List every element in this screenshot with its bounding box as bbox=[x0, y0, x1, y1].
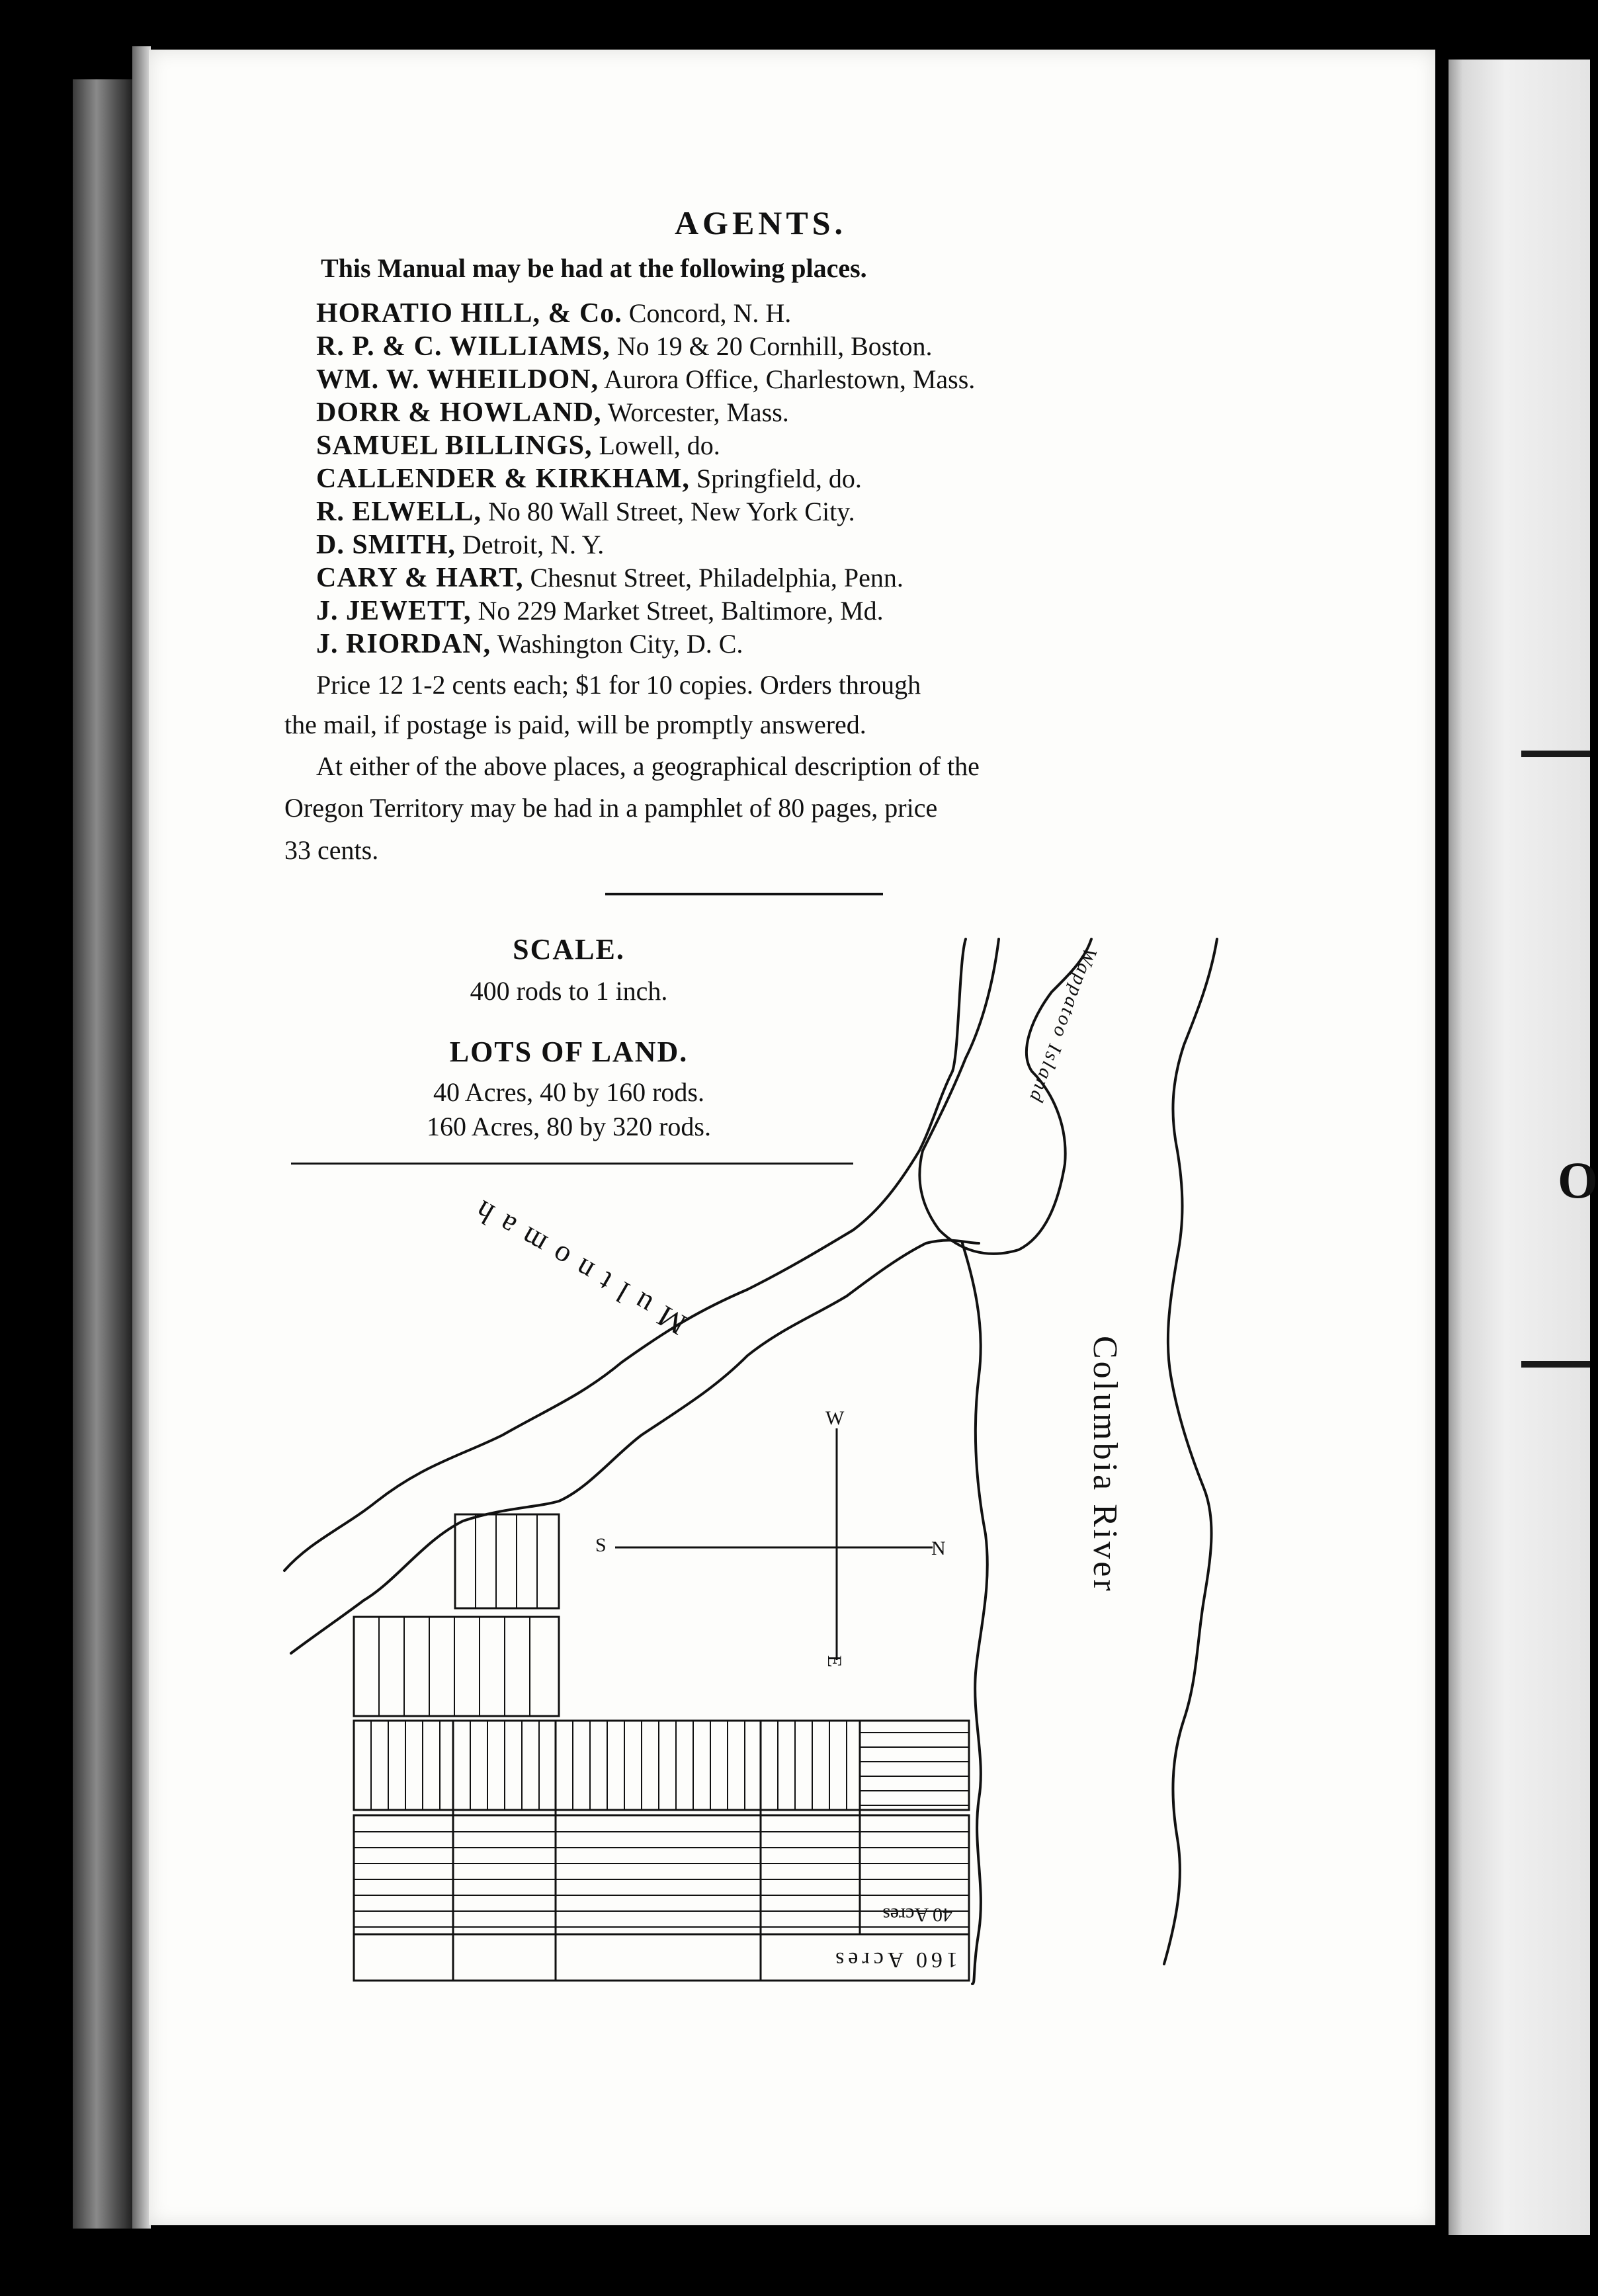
compass-rose bbox=[615, 1428, 933, 1660]
agent-name: DORR & HOWLAND, bbox=[316, 397, 602, 428]
compass-south-label: S bbox=[595, 1534, 607, 1556]
agent-name: J. RIORDAN, bbox=[316, 629, 491, 659]
scale-title: SCALE. bbox=[513, 933, 625, 965]
agent-name: R. ELWELL, bbox=[316, 497, 482, 527]
lot-strips-horizontal bbox=[354, 1733, 969, 1927]
agent-name: HORATIO HILL, & Co. bbox=[316, 298, 622, 329]
agent-place: Chesnut Street, Philadelphia, Penn. bbox=[530, 563, 904, 593]
price-line: Price 12 1-2 cents each; $1 for 10 copies. Orders through bbox=[316, 670, 921, 700]
lots-title: LOTS OF LAND. bbox=[449, 1036, 689, 1068]
agent-place: Concord, N. H. bbox=[628, 298, 792, 328]
columbia-east-bank bbox=[1164, 939, 1217, 1964]
oregon-line: 33 cents. bbox=[284, 835, 379, 865]
agent-name: SAMUEL BILLINGS, bbox=[316, 430, 593, 461]
agent-name: CARY & HART, bbox=[316, 563, 524, 593]
compass-west-label: W bbox=[825, 1407, 845, 1429]
price-line: the mail, if postage is paid, will be promptly answered. bbox=[284, 710, 866, 739]
agent-name: CALLENDER & KIRKHAM, bbox=[316, 464, 690, 494]
agent-place: Lowell, do. bbox=[599, 430, 720, 460]
multnomah-river-label: Multnomah bbox=[459, 1188, 692, 1342]
agent-place: Aurora Office, Charlestown, Mass. bbox=[603, 364, 976, 394]
agent-name: D. SMITH, bbox=[316, 530, 456, 560]
agent-place: Springfield, do. bbox=[696, 464, 862, 493]
agent-place: Detroit, N. Y. bbox=[462, 530, 605, 559]
oregon-line: At either of the above places, a geographical description of the bbox=[316, 751, 980, 781]
wappatoo-island-label: Wappatoo Island bbox=[1025, 944, 1101, 1107]
agent-place: Washington City, D. C. bbox=[497, 629, 743, 659]
lot-label-160-acres: 160 Acres bbox=[831, 1948, 958, 1972]
lot-strips-vertical bbox=[371, 1514, 847, 1810]
agents-heading: AGENTS. bbox=[674, 204, 847, 241]
agent-name: WM. W. WHEILDON, bbox=[316, 364, 599, 395]
agent-place: Worcester, Mass. bbox=[607, 397, 789, 427]
agents-intro: This Manual may be had at the following places. bbox=[321, 253, 867, 283]
lots-line: 40 Acres, 40 by 160 rods. bbox=[433, 1077, 704, 1107]
compass-north-label: N bbox=[931, 1538, 946, 1559]
agent-name: J. JEWETT, bbox=[316, 596, 472, 626]
lot-label-40-acres: 40 Acres bbox=[882, 1904, 952, 1926]
scale-value: 400 rods to 1 inch. bbox=[470, 976, 668, 1006]
lots-line: 160 Acres, 80 by 320 rods. bbox=[427, 1112, 711, 1141]
agent-place: No 229 Market Street, Baltimore, Md. bbox=[478, 596, 884, 626]
columbia-west-bank bbox=[962, 1243, 988, 1984]
agent-place: No 80 Wall Street, New York City. bbox=[488, 497, 855, 526]
oregon-line: Oregon Territory may be had in a pamphlet of 80 pages, price bbox=[284, 793, 938, 823]
agent-name: R. P. & C. WILLIAMS, bbox=[316, 331, 610, 362]
adjacent-page-letter: O bbox=[1558, 1151, 1598, 1209]
agent-place: No 19 & 20 Cornhill, Boston. bbox=[616, 331, 933, 361]
columbia-river-label: Columbia River bbox=[1086, 1336, 1124, 1594]
compass-east-label: E bbox=[823, 1655, 846, 1668]
multnomah-north-bank bbox=[284, 939, 966, 1571]
